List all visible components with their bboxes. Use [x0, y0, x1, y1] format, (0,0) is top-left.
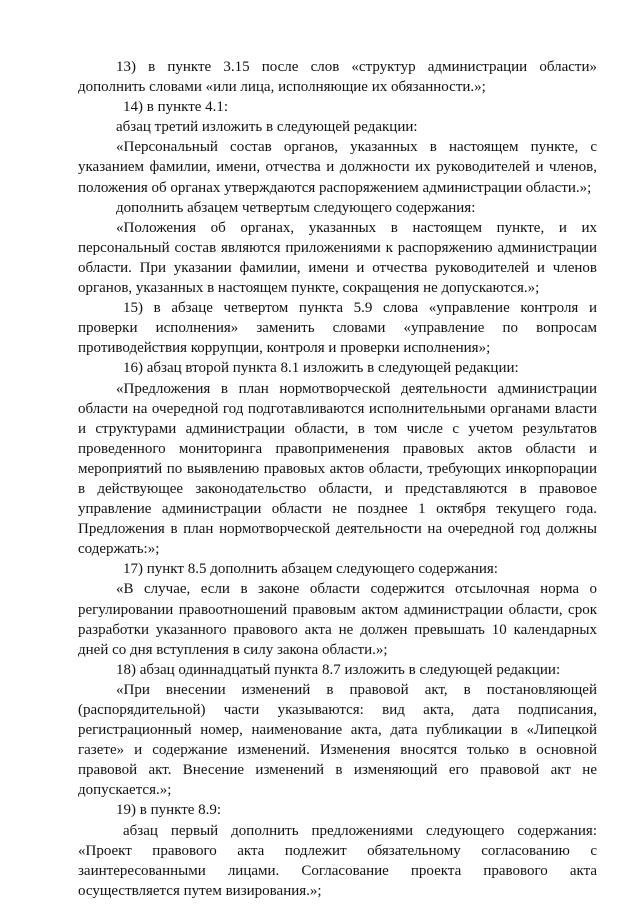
paragraph-8-5-text: «В случае, если в законе области содержится отсылочная норма о регулировании правоотношений правовым актом администрации области, срок разработки указанного правового акта не должен превышать 10 календарных дней со дня вступления в силу закона области.»; — [78, 581, 597, 658]
paragraph-8-1-text: «Предложения в план нормотворческой деятельности администрации области на очередной год подготавливаются исполнительными органами власти и структурами администрации области, в том числе с учетом результатов проведенного мониторинга правоприменения правовых актов области и мероприятий по выявлению правовых актов области, требующих инкорпорации в действующее законодательство области, и представляются в правовое управление администрации области не позднее 1 октября текущего года. Предложения в план нормотворческой деятельности на очередной год должны содержать:»; — [78, 380, 597, 558]
paragraph-8-9-text: абзац первый дополнить предложениями следующего содержания: «Проект правового акта подлежит обязательному согласованию с заинтересованными лицами. Согласование проекта правового акта осуществляется путем визирования.»; — [78, 822, 597, 899]
paragraph-4-1-third-abzac-text: «Персональный состав органов, указанных в настоящем пункте, с указанием фамилии, имени, отчества и должности их руководителей и членов, положения об органах утверждаются распоряжением администрации области.»; — [78, 139, 597, 196]
paragraph-item-16: 16) абзац второй пункта 8.1 изложить в следующей редакции: — [123, 360, 519, 377]
paragraph-item-19: 19) в пункте 8.9: — [116, 802, 222, 819]
paragraph-item-13: 13) в пункте 3.15 после слов «структур администрации области» дополнить словами «или лица, исполняющие их обязанности.»; — [78, 59, 597, 96]
paragraph-item-14: 14) в пункте 4.1: — [123, 99, 229, 116]
paragraph-item-18: 18) абзац одиннадцатый пункта 8.7 изложить в следующей редакции: — [116, 661, 561, 678]
paragraph-8-7-text: «При внесении изменений в правовой акт, в постановляющей (распорядительной) части указываются: вид акта, дата подписания, регистрационный номер, наименование акта, дата публикации в «Липецкой газете» и содержание изменений. Изменения вносятся только в основной правовой акт. Внесение изменений в изменяющий его правовой акт не допускается.»; — [78, 681, 597, 799]
paragraph-item-17: 17) пункт 8.5 дополнить абзацем следующего содержания: — [123, 561, 498, 578]
paragraph-item-15: 15) в абзаце четвертом пункта 5.9 слова «управление контроля и проверки исполнения» заменить словами «управление по вопросам противодействия коррупции, контроля и проверки исполнения»; — [78, 300, 597, 357]
paragraph-4-1-fourth-abzac-intro: дополнить абзацем четвертым следующего содержания: — [116, 199, 476, 216]
paragraph-4-1-third-abzac-intro: абзац третий изложить в следующей редакции: — [116, 119, 418, 136]
paragraph-4-1-fourth-abzac-text: «Положения об органах, указанных в настоящем пункте, и их персональный состав являются приложениями к распоряжению администрации области. При указании фамилии, имени и отчества руководителей и членов органов, указанных в настоящем пункте, сокращения не допускаются.»; — [78, 219, 597, 297]
